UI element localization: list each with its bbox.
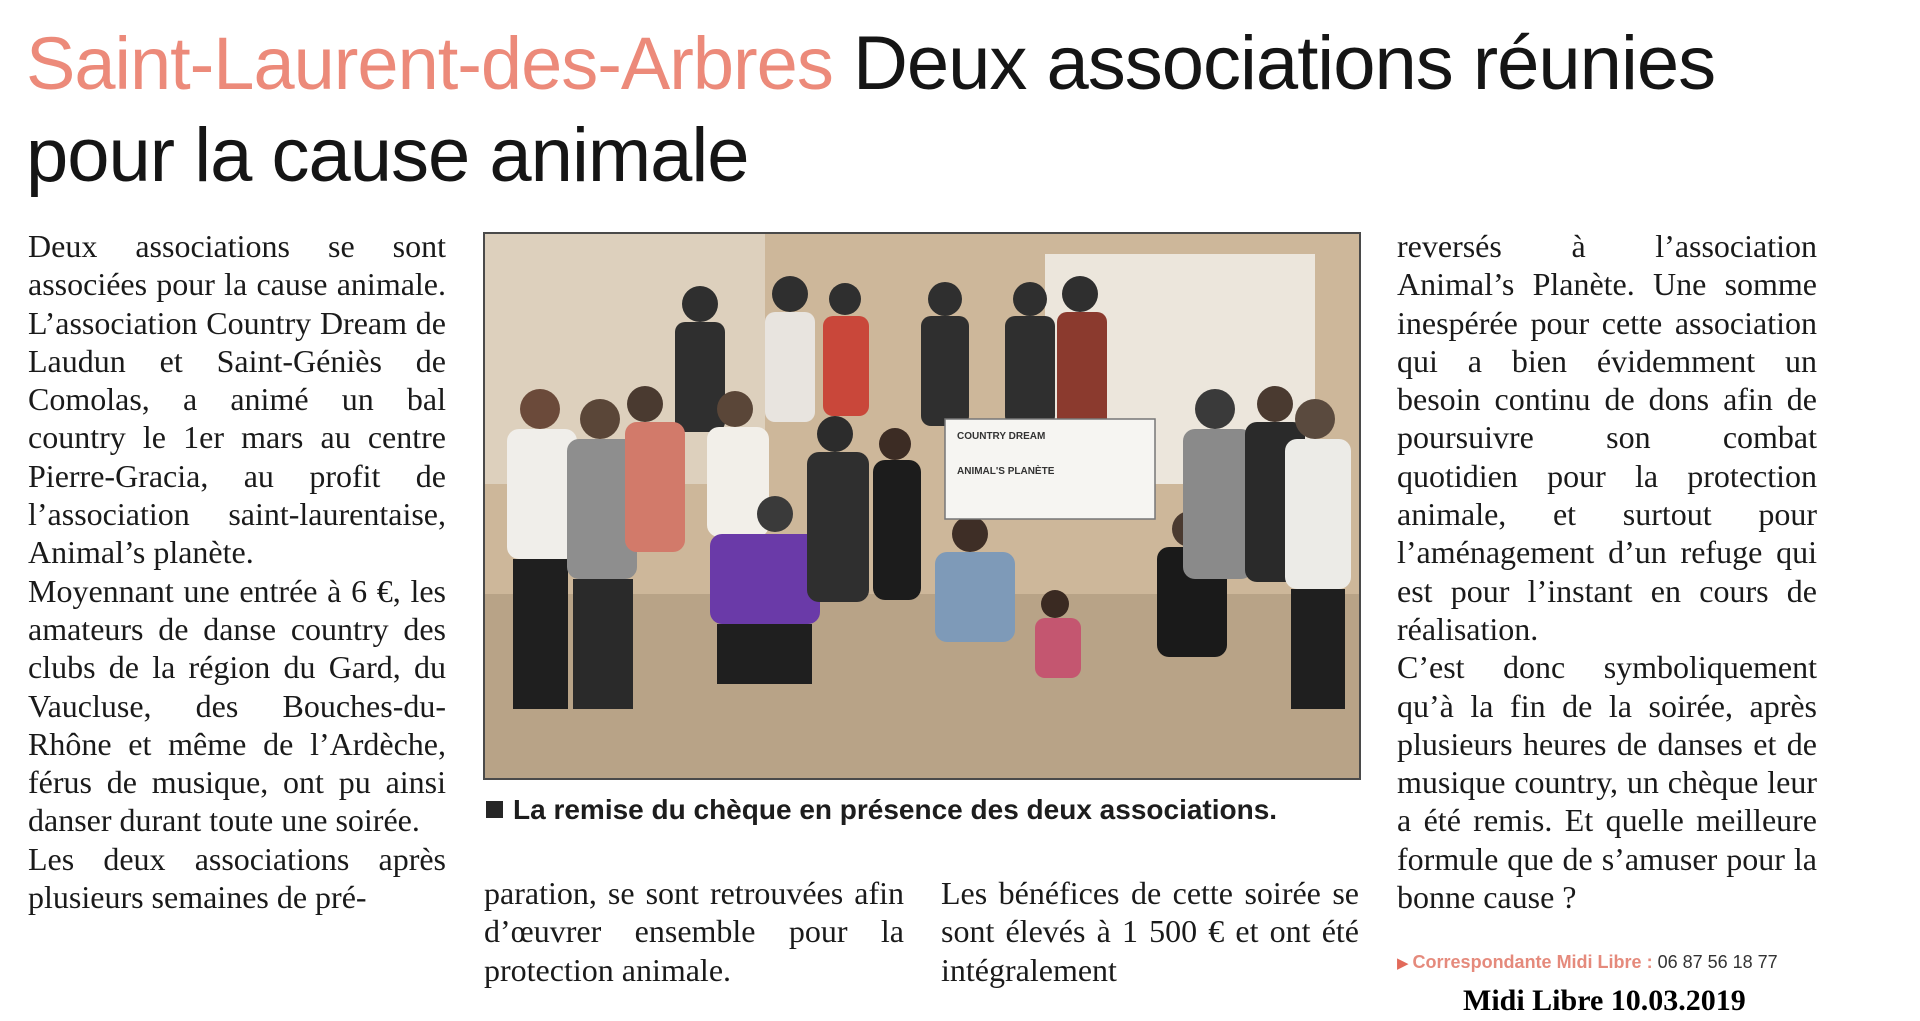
photo-caption xyxy=(486,792,1277,828)
cheque-text-2: ANIMAL'S PLANÈTE xyxy=(957,466,1055,477)
group-photo xyxy=(483,232,1361,780)
paragraph: C’est donc symboliquement qu’à la fin de la soirée, après plusieurs heures de danses et de musique country, un chèque leur a été remis. Et quelle meilleure formule que de s’amuser pour la bonne cause ? xyxy=(1397,649,1817,916)
paragraph: Les deux associations après plusieurs semaines de pré- xyxy=(28,840,446,916)
title-line2: pour la cause animale xyxy=(26,113,749,198)
correspondent-credit xyxy=(1397,952,1778,973)
body-column-4 xyxy=(1397,227,1817,916)
body-column-2 xyxy=(484,874,904,989)
cheque-text-1: COUNTRY DREAM xyxy=(957,431,1046,442)
caption-text: La remise du chèque en présence des deux associations. xyxy=(513,794,1278,825)
paragraph: Moyennant une entrée à 6 €, les amateurs de danse country des clubs de la région du Gard, du Vaucluse, des Bouches-du-Rhône et même de l’Ardèche, férus de musique, ont pu ainsi danser durant toute une soirée. xyxy=(28,572,446,839)
paragraph: paration, se sont retrouvées afin d’œuvrer ensemble pour la protection animale. xyxy=(484,875,904,988)
triangle-icon: ▶ xyxy=(1397,955,1409,972)
title-line1: Deux associations réunies xyxy=(852,21,1716,106)
location-kicker: Saint-Laurent-des-Arbres xyxy=(26,22,833,105)
body-column-1 xyxy=(28,227,446,916)
paragraph: Deux associations se sont associées pour la cause animale. L’association Country Dream de Laudun et Saint-Géniès de Comolas, a animé un bal country le 1er mars au centre Pierre-Gracia, au profit de l’association saint-laurentaise, Animal’s planète. xyxy=(28,228,446,571)
headline xyxy=(26,18,1906,202)
credit-label: Correspondante Midi Libre : xyxy=(1412,952,1653,972)
paragraph: reversés à l’association Animal’s Planète. Une somme inespérée pour cette association qui a bien évidemment un besoin continu de dons afin de poursuivre son combat quotidien pour la protection animale, et surtout pour l’aménagement d’un refuge qui est pour l’instant en cours de réalisation. xyxy=(1397,228,1817,647)
caption-square-icon xyxy=(486,801,503,818)
source-stamp: Midi Libre 10.03.2019 xyxy=(1463,984,1746,1017)
paragraph: Les bénéfices de cette soirée se sont élevés à 1 500 € et ont été intégralement xyxy=(941,875,1359,988)
credit-phone: 06 87 56 18 77 xyxy=(1657,952,1778,972)
body-column-3 xyxy=(941,874,1359,989)
